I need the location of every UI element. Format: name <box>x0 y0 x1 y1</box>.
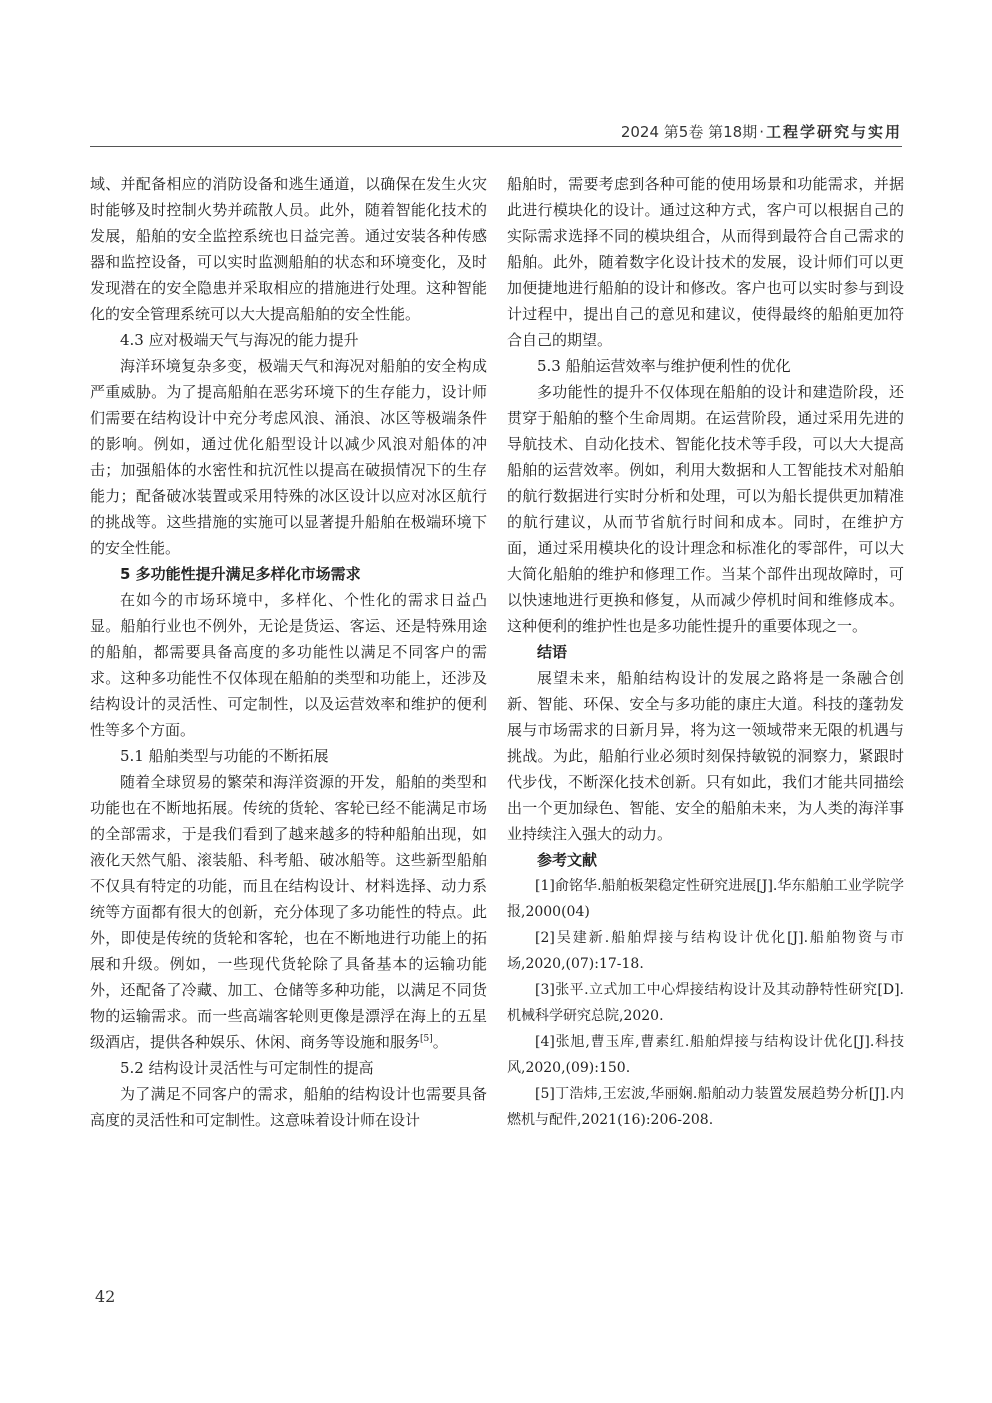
reference-item-2: [2]吴建新.船舶焊接与结构设计优化[J].船舶物资与市场,2020,(07):17-18. <box>507 930 904 972</box>
header-year: 2024 <box>620 123 659 141</box>
reference-item-3: [3]张平.立式加工中心焊接结构设计及其动静特性研究[D].机械科学研究总院,2020. <box>507 982 904 1024</box>
section-heading-4-3: 4.3 应对极端天气与海况的能力提升 <box>120 331 359 349</box>
section-heading-5-1: 5.1 船舶类型与功能的不断拓展 <box>120 747 329 765</box>
section-heading-5-3: 5.3 船舶运营效率与维护便利性的优化 <box>537 357 791 375</box>
paragraph-5-2: 为了满足不同客户的需求，船舶的结构设计也需要具备高度的灵活性和可定制性。这意味着设计师在设计 <box>90 1085 487 1129</box>
section-heading-5-2: 5.2 结构设计灵活性与可定制性的提高 <box>120 1059 374 1077</box>
paragraph-conclusion: 展望未来，船舶结构设计的发展之路将是一条融合创新、智能、环保、安全与多功能的康庄大道。科技的蓬勃发展与市场需求的日新月异，将为这一领域带来无限的机遇与挑战。为此，船舶行业必须时刻保持敏锐的洞察力，紧跟时代步伐，不断深化技术创新。只有如此，我们才能共同描绘出一个更加绿色、智能、安全的船舶未来，为人类的海洋事业持续注入强大的动力。 <box>507 669 904 843</box>
paragraph-5-3: 多功能性的提升不仅体现在船舶的设计和建造阶段，还贯穿于船舶的整个生命周期。在运营阶段，通过采用先进的导航技术、自动化技术、智能化技术等手段，可以大大提高船舶的运营效率。例如，利用大数据和人工智能技术对船舶的航行数据进行实时分析和处理，可以为船长提供更加精准的航行建议，从而节省航行时间和成本。同时，在维护方面，通过采用模块化的设计理念和标准化的零部件，可以大大简化船舶的维护和修理工作。当某个部件出现故障时，可以快速地进行更换和修复，从而减少停机时间和维修成本。这种便利的维护性也是多功能性提升的重要体现之一。 <box>507 383 904 635</box>
left-column <box>90 171 487 1133</box>
citation-5: [5] <box>420 1034 433 1044</box>
reference-item-5: [5]丁浩炜,王宏波,华丽娴.船舶动力装置发展趋势分析[J].内燃机与配件,2021(16):206-208. <box>507 1086 904 1128</box>
header-separator: · <box>759 123 764 141</box>
reference-list <box>507 873 904 1133</box>
paragraph-4-3: 海洋环境复杂多变，极端天气和海况对船舶的安全构成严重威胁。为了提高船舶在恶劣环境下的生存能力，设计师们需要在结构设计中充分考虑风浪、涌浪、冰区等极端条件的影响。例如，通过优化船型设计以减少风浪对船体的冲击；加强船体的水密性和抗沉性以提高在破损情况下的生存能力；配备破冰装置或采用特殊的冰区设计以应对冰区航行的挑战等。这些措施的实施可以显著提升船舶在极端环境下的安全性能。 <box>90 357 487 557</box>
paragraph-5: 在如今的市场环境中，多样化、个性化的需求日益凸显。船舶行业也不例外，无论是货运、客运、还是特殊用途的船舶，都需要具备高度的多功能性以满足不同客户的需求。这种多功能性不仅体现在船舶的类型和功能上，还涉及结构设计的灵活性、可定制性，以及运营效率和维护的便利性等多个方面。 <box>90 591 487 739</box>
paragraph-5-1-end: 。 <box>432 1033 448 1051</box>
section-heading-conclusion: 结语 <box>537 643 568 661</box>
header-issue: 第18期 <box>708 123 758 141</box>
header-volume: 第5卷 <box>663 123 704 141</box>
paragraph-4-2-continued: 域、并配备相应的消防设备和逃生通道，以确保在发生火灾时能够及时控制火势并疏散人员。此外，随着智能化技术的发展，船舶的安全监控系统也日益完善。通过安装各种传感器和监控设备，可以实时监测船舶的状态和环境变化，及时发现潜在的安全隐患并采取相应的措施进行处理。这种智能化的安全管理系统可以大大提高船舶的安全性能。 <box>90 175 487 323</box>
page-header <box>90 118 902 147</box>
section-heading-references: 参考文献 <box>537 851 598 869</box>
paragraph-5-1-text: 随着全球贸易的繁荣和海洋资源的开发，船舶的类型和功能也在不断地拓展。传统的货轮、客轮已经不能满足市场的全部需求，于是我们看到了越来越多的特种船舶出现，如液化天然气船、滚装船、科考船、破冰船等。这些新型船舶不仅具有特定的功能，而且在结构设计、材料选择、动力系统等方面都有很大的创新，充分体现了多功能性的特点。此外，即使是传统的货轮和客轮，也在不断地进行功能上的拓展和升级。例如，一些现代货轮除了具备基本的运输功能外，还配备了冷藏、加工、仓储等多种功能，以满足不同货物的运输需求。而一些高端客轮则更像是漂浮在海上的五星级酒店，提供各种娱乐、休闲、商务等设施和服务 <box>90 773 487 1051</box>
page-number: 42 <box>95 1287 116 1306</box>
right-column <box>507 171 904 1133</box>
reference-item-4: [4]张旭,曹玉库,曹素红.船舶焊接与结构设计优化[J].科技风,2020,(09):150. <box>507 1034 904 1076</box>
paragraph-5-1 <box>90 769 487 1055</box>
journal-name: 工程学研究与实用 <box>765 123 902 141</box>
section-heading-5: 5 多功能性提升满足多样化市场需求 <box>120 565 361 583</box>
paragraph-5-2-continued: 船舶时，需要考虑到各种可能的使用场景和功能需求，并据此进行模块化的设计。通过这种方式，客户可以根据自己的实际需求选择不同的模块组合，从而得到最符合自己需求的船舶。此外，随着数字化设计技术的发展，设计师们可以更加便捷地进行船舶的设计和修改。客户也可以实时参与到设计过程中，提出自己的意见和建议，使得最终的船舶更加符合自己的期望。 <box>507 175 904 349</box>
reference-item-1: [1]俞铭华.船舶板架稳定性研究进展[J].华东船舶工业学院学报,2000(04) <box>507 878 904 920</box>
